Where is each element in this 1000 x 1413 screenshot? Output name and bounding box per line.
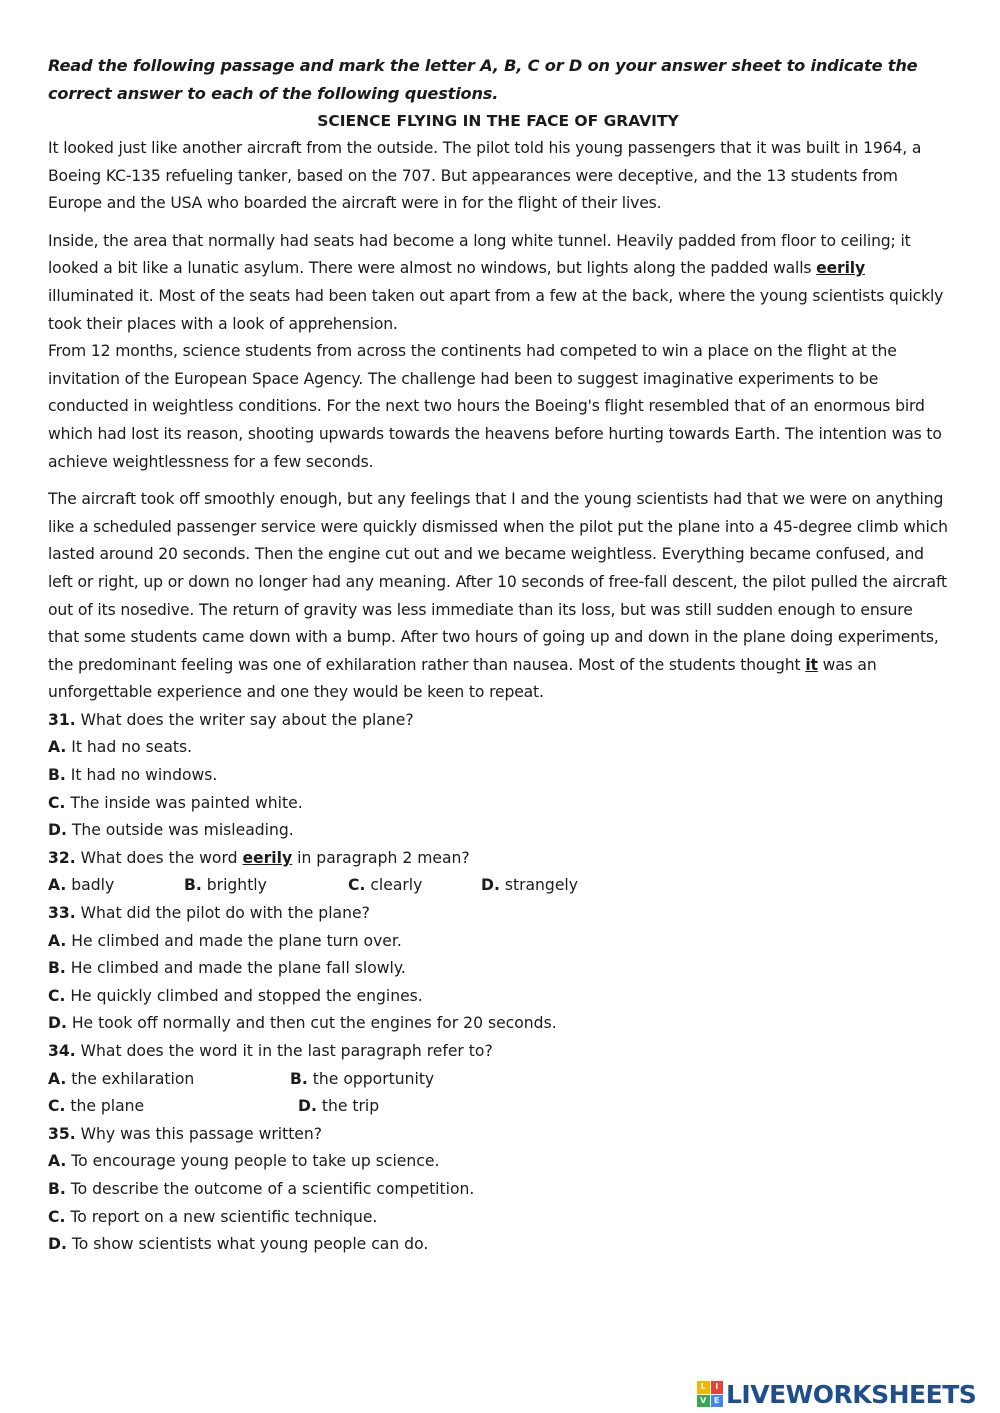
question-31 — [48, 707, 948, 735]
option-32-d[interactable] — [481, 872, 578, 900]
option-34-b[interactable] — [290, 1066, 434, 1094]
option-letter: B. — [290, 1069, 308, 1088]
question-number: 32. — [48, 848, 76, 867]
option-text: He climbed and made the plane fall slowly. — [65, 959, 406, 978]
option-letter: A. — [48, 1069, 67, 1088]
question-33 — [48, 900, 948, 928]
paragraph-2-start: Inside, the area that normally had seats had become a long white tunnel. Heavily padded from floor to ceiling; it looked a bit like a lunatic asylum. There were almost no windows, but lights along the padded walls — [48, 231, 911, 278]
option-letter: C. — [348, 876, 366, 895]
question-number: 35. — [48, 1124, 76, 1143]
option-35-b[interactable] — [48, 1176, 948, 1204]
paragraph-4 — [48, 486, 948, 707]
option-letter: C. — [48, 1097, 66, 1116]
highlight-it: it — [805, 655, 818, 674]
question-32 — [48, 845, 948, 873]
question-text-end: in paragraph 2 mean? — [292, 848, 470, 867]
question-number: 33. — [48, 904, 76, 923]
paragraph-2-end: illuminated it. Most of the seats had been taken out apart from a few at the back, where the young scientists quickly took their places with a look of apprehension. — [48, 286, 944, 333]
option-text: The outside was misleading. — [66, 821, 294, 840]
question-number: 31. — [48, 710, 76, 729]
option-34-c[interactable] — [48, 1093, 144, 1121]
option-31-c[interactable] — [48, 790, 948, 818]
option-letter: D. — [48, 821, 67, 840]
option-text: badly — [66, 876, 115, 895]
option-letter: B. — [48, 1179, 66, 1198]
option-text: the exhilaration — [66, 1069, 195, 1088]
option-letter: D. — [48, 1014, 67, 1033]
logo-tile-1: L — [697, 1381, 710, 1394]
passage-title: SCIENCE FLYING IN THE FACE OF GRAVITY — [317, 112, 679, 130]
option-letter: A. — [48, 931, 67, 950]
logo-tile-4: E — [711, 1395, 724, 1408]
option-35-a[interactable] — [48, 1148, 948, 1176]
instructions: Read the following passage and mark the letter A, B, C or D on your answer sheet to indicate the correct answer to each of the following questions. — [48, 56, 918, 103]
option-32-a[interactable] — [48, 872, 114, 900]
option-text: the opportunity — [307, 1069, 435, 1088]
logo-tile-3: V — [697, 1395, 710, 1408]
question-text: Why was this passage written? — [75, 1124, 323, 1143]
option-text: He quickly climbed and stopped the engines. — [65, 986, 423, 1005]
option-text: strangely — [499, 876, 578, 895]
option-text: the plane — [65, 1097, 145, 1116]
option-letter: A. — [48, 738, 67, 757]
option-letter: B. — [184, 876, 202, 895]
option-34-d[interactable] — [298, 1093, 379, 1121]
options-row-32 — [48, 872, 948, 900]
option-letter: C. — [48, 986, 66, 1005]
question-34 — [48, 1038, 948, 1066]
option-34-a[interactable] — [48, 1066, 194, 1094]
option-32-c[interactable] — [348, 872, 422, 900]
question-word-eerily: eerily — [242, 848, 293, 867]
option-letter: B. — [48, 959, 66, 978]
option-text: the trip — [316, 1097, 380, 1116]
options-row-34-cd — [48, 1093, 948, 1121]
option-text: To describe the outcome of a scientific competition. — [65, 1179, 475, 1198]
option-text: It had no seats. — [66, 738, 193, 757]
option-33-b[interactable] — [48, 955, 948, 983]
logo-tile-2: I — [711, 1381, 724, 1394]
paragraph-4-start: The aircraft took off smoothly enough, but any feelings that I and the young scientists had that we were on anything like a scheduled passenger service were quickly dismissed when the pilot put the plane into a 45-degree climb which lasted around 20 seconds. Then the engine cut out and we became weightless. Everything became confused, and left or right, up or down no longer had any meaning. After 10 seconds of free-fall descent, the pilot pulled the aircraft out of its nosedive. The return of gravity was less immediate than its loss, but was still sudden enough to ensure that some students came down with a bump. After two hours of going up and down in the plane doing experiments, the predominant feeling was one of exhilaration rather than nausea. Most of the students thought — [48, 490, 948, 674]
option-letter: D. — [481, 876, 500, 895]
option-33-c[interactable] — [48, 983, 948, 1011]
option-letter: A. — [48, 1152, 67, 1171]
option-text: To show scientists what young people can do. — [66, 1235, 429, 1254]
question-text: What did the pilot do with the plane? — [75, 904, 370, 923]
highlight-eerily: eerily — [816, 259, 865, 278]
option-letter: C. — [48, 793, 66, 812]
question-35 — [48, 1121, 948, 1149]
option-letter: D. — [298, 1097, 317, 1116]
option-text: It had no windows. — [65, 766, 218, 785]
question-text: What does the word — [75, 848, 243, 867]
option-text: To report on a new scientific technique. — [65, 1207, 378, 1226]
option-32-b[interactable] — [184, 872, 267, 900]
option-text: To encourage young people to take up science. — [66, 1152, 440, 1171]
options-row-34-ab — [48, 1066, 948, 1094]
paragraph-3: From 12 months, science students from across the continents had competed to win a place on the flight at the invitation of the European Space Agency. The challenge had been to suggest imaginative experiments to be conducted in weightless conditions. For the next two hours the Boeing's flight resembled that of an enormous bird which had lost its reason, shooting upwards towards the heavens before hurting towards Earth. The intention was to achieve weightlessness for a few seconds. — [48, 342, 942, 471]
option-letter: B. — [48, 766, 66, 785]
paragraph-2 — [48, 228, 948, 338]
paragraph-1: It looked just like another aircraft from the outside. The pilot told his young passengers that it was built in 1964, a Boeing KC-135 refueling tanker, based on the 707. But appearances were deceptive, and the 13 students from Europe and the USA who boarded the aircraft were in for the flight of their lives. — [48, 139, 922, 213]
option-text: clearly — [365, 876, 423, 895]
paragraph-4-end: was an unforgettable experience and one they would be keen to repeat. — [48, 655, 877, 702]
option-letter: D. — [48, 1235, 67, 1254]
option-text: brightly — [201, 876, 267, 895]
option-letter: C. — [48, 1207, 66, 1226]
logo-text: LIVEWORKSHEETS — [726, 1379, 977, 1409]
option-35-c[interactable] — [48, 1204, 948, 1232]
option-text: He climbed and made the plane turn over. — [66, 931, 402, 950]
option-33-a[interactable] — [48, 928, 948, 956]
option-text: He took off normally and then cut the engines for 20 seconds. — [66, 1014, 557, 1033]
liveworksheets-logo[interactable] — [697, 1377, 976, 1411]
option-35-d[interactable] — [48, 1231, 948, 1259]
logo-mark-icon — [697, 1381, 723, 1407]
option-31-a[interactable] — [48, 734, 948, 762]
worksheet-page — [48, 52, 948, 1259]
option-33-d[interactable] — [48, 1010, 948, 1038]
question-text: What does the writer say about the plane? — [75, 710, 414, 729]
option-31-b[interactable] — [48, 762, 948, 790]
option-text: The inside was painted white. — [65, 793, 303, 812]
question-number: 34. — [48, 1042, 76, 1060]
option-letter: A. — [48, 876, 67, 895]
question-text: What does the word it in the last paragraph refer to? — [75, 1042, 493, 1060]
option-31-d[interactable] — [48, 817, 948, 845]
